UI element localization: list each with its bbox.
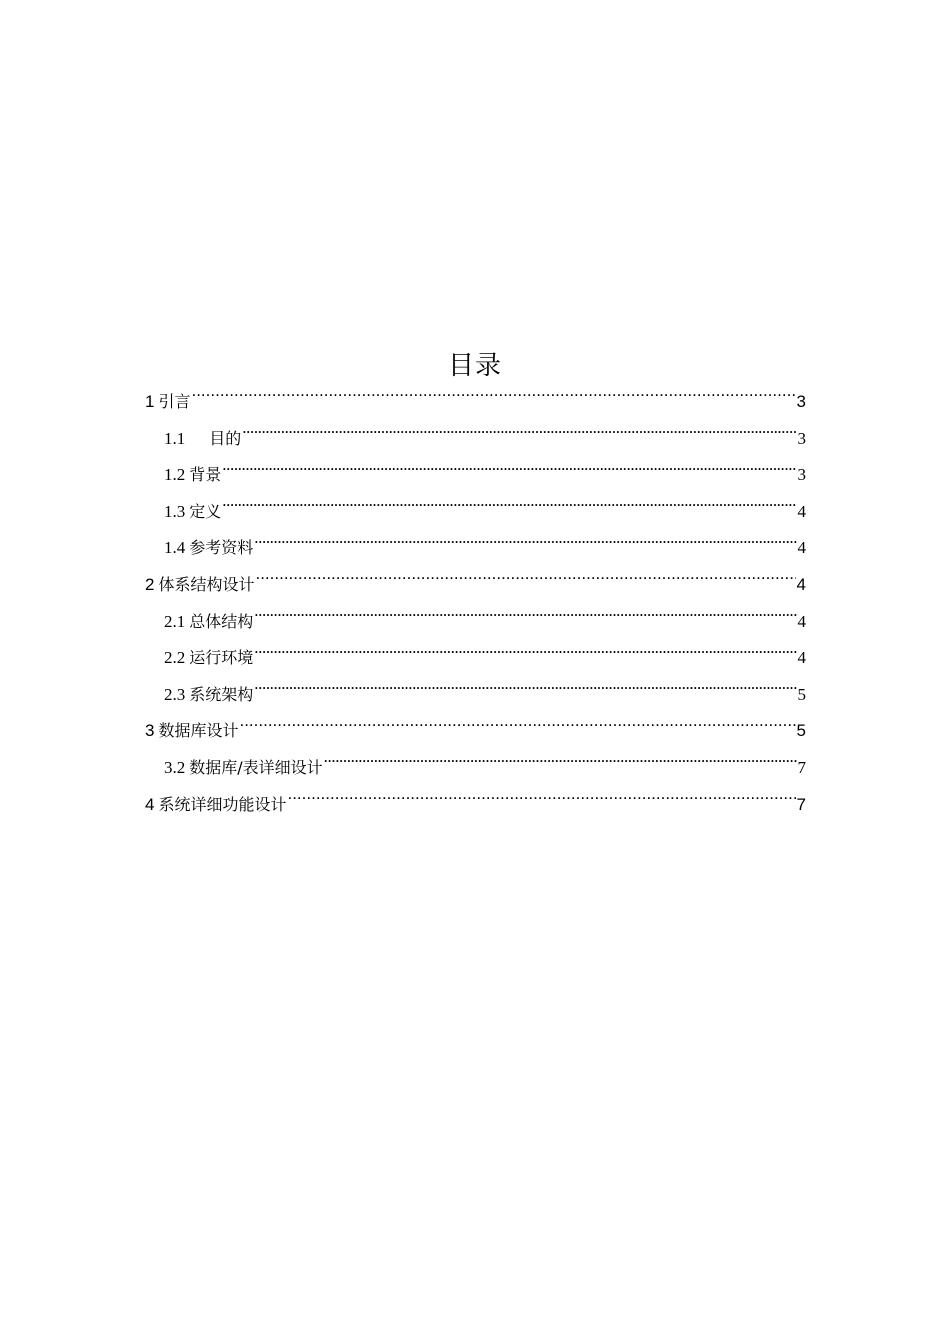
- toc-entry[interactable]: [145, 677, 806, 714]
- toc-entry-page: 3: [796, 392, 806, 411]
- toc-entry-page: 3: [797, 428, 806, 448]
- toc-entry-number: 1.2: [164, 465, 186, 485]
- toc-entry-page: 5: [797, 684, 806, 704]
- toc-entry-label: 定义: [189, 501, 222, 521]
- toc-entry[interactable]: [145, 567, 806, 604]
- toc-entry-number: 2.2: [164, 648, 186, 668]
- toc-entry-label: 引言: [158, 392, 191, 411]
- toc-dot-leader: [255, 573, 795, 590]
- toc-entry-number: 2.1: [164, 611, 186, 631]
- toc-dot-leader: [254, 646, 796, 663]
- toc-entry-number: 2.3: [164, 684, 186, 704]
- toc-entry[interactable]: [145, 604, 806, 641]
- toc-entry-number: 3: [145, 721, 155, 741]
- toc-title: 目录: [447, 351, 502, 381]
- toc-entry-page: 4: [796, 574, 806, 594]
- toc-entry-label: 背景: [189, 465, 222, 485]
- toc-entry[interactable]: [145, 494, 806, 531]
- toc-entry-label: 数据库设计: [158, 721, 239, 741]
- toc-entry-page: 7: [797, 757, 806, 777]
- toc-dot-leader: [287, 793, 795, 810]
- toc-entry-number: 1.3: [164, 501, 186, 521]
- toc-entry-number: 1.4: [164, 538, 186, 558]
- toc-entry-number: 1: [145, 392, 155, 411]
- toc-dot-leader: [254, 536, 796, 553]
- toc-entry-label: 总体结构: [189, 611, 254, 631]
- toc-dot-leader: [242, 427, 796, 444]
- table-of-contents: [145, 384, 806, 823]
- toc-entry[interactable]: [145, 421, 806, 458]
- toc-entry-page: 7: [796, 794, 806, 814]
- toc-entry-number: 2: [145, 574, 155, 594]
- toc-dot-leader: [254, 610, 796, 627]
- toc-entry-page: 4: [797, 611, 806, 631]
- toc-entry-label: 系统架构: [189, 684, 254, 704]
- toc-entry-page: 3: [797, 465, 806, 485]
- toc-entry-number: 1.1: [164, 428, 186, 448]
- toc-dot-leader: [222, 463, 796, 480]
- toc-entry-label: 目的: [209, 428, 242, 448]
- toc-entry[interactable]: [145, 713, 806, 750]
- toc-entry[interactable]: [145, 750, 806, 787]
- toc-dot-leader: [222, 500, 796, 517]
- toc-entry-label: 参考资料: [189, 538, 254, 558]
- toc-entry[interactable]: [145, 640, 806, 677]
- toc-entry-label: 数据库/表详细设计: [189, 757, 323, 777]
- toc-dot-leader: [254, 683, 796, 700]
- toc-dot-leader: [191, 390, 795, 407]
- toc-entry-number: 4: [145, 794, 155, 814]
- toc-dot-leader: [239, 719, 795, 736]
- toc-entry[interactable]: [145, 787, 806, 824]
- toc-entry[interactable]: [145, 384, 806, 421]
- toc-entry-label: 系统详细功能设计: [158, 794, 287, 814]
- toc-entry-page: 4: [797, 501, 806, 521]
- toc-entry[interactable]: [145, 530, 806, 567]
- toc-entry-page: 5: [796, 721, 806, 741]
- toc-entry-number: 3.2: [164, 757, 186, 777]
- toc-entry-page: 4: [797, 648, 806, 668]
- toc-entry-label: 体系结构设计: [158, 574, 255, 594]
- toc-dot-leader: [324, 756, 797, 773]
- toc-entry-label: 运行环境: [189, 648, 254, 668]
- toc-entry[interactable]: [145, 457, 806, 494]
- toc-entry-page: 4: [797, 538, 806, 558]
